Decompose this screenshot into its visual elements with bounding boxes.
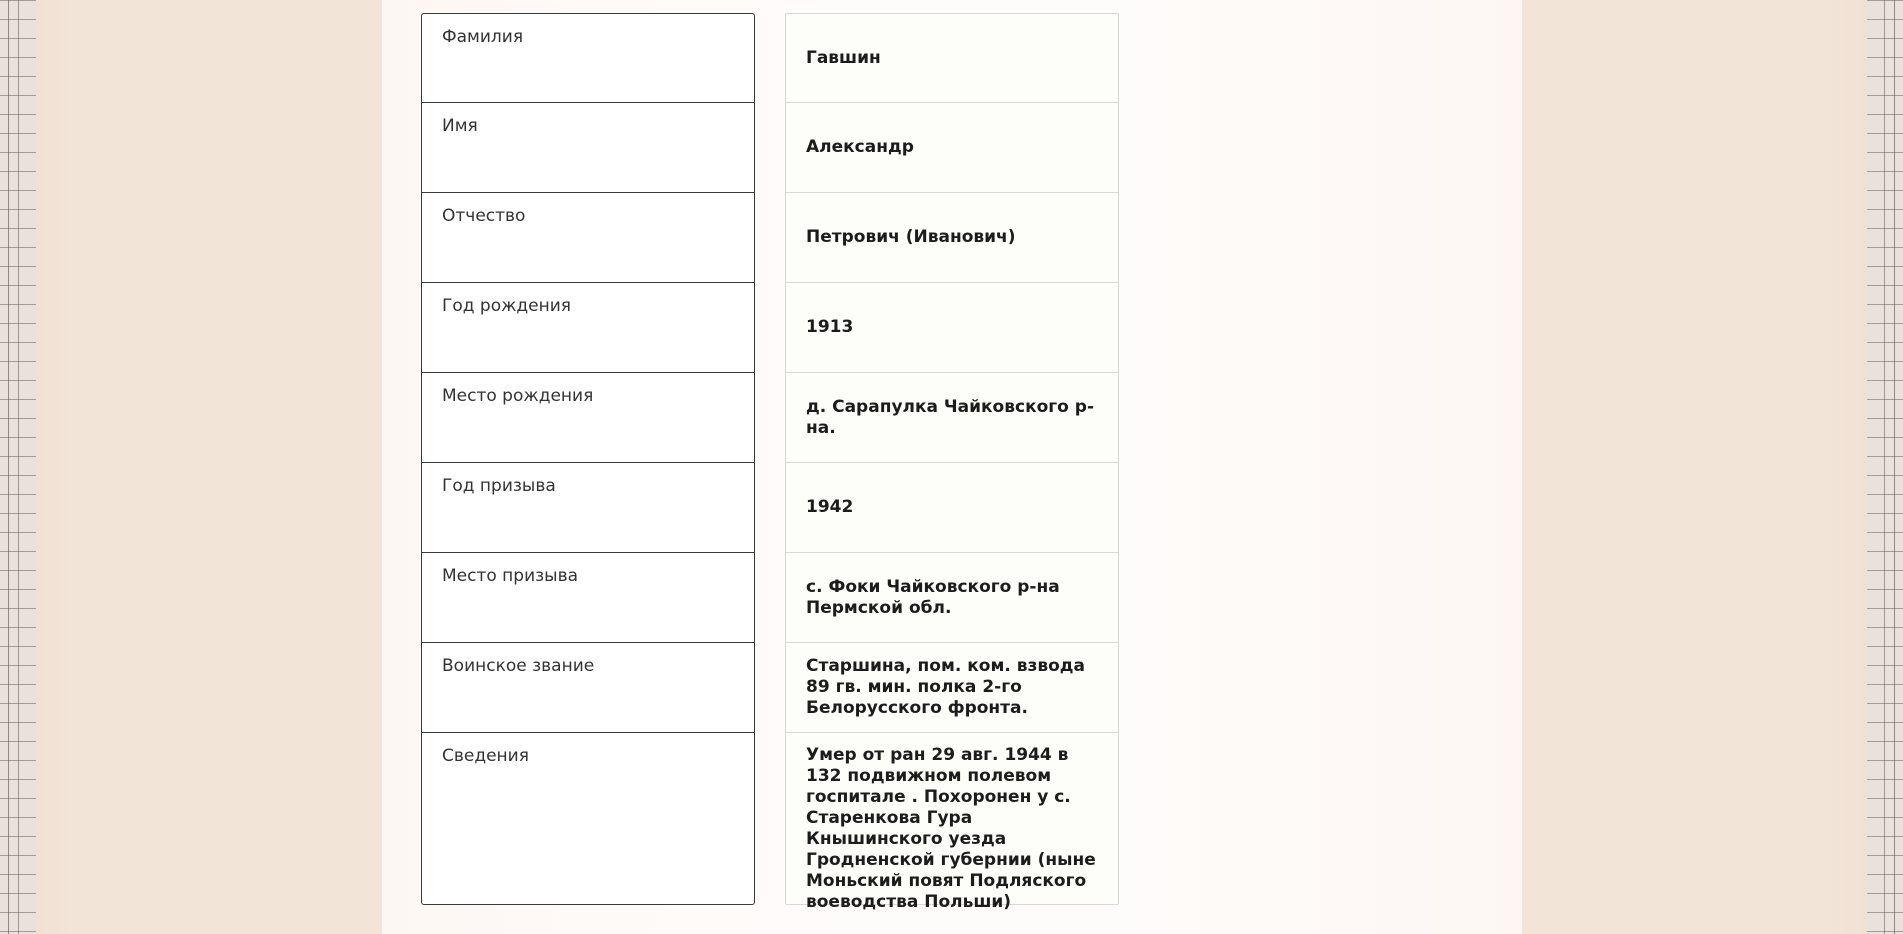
left-page-margin (36, 0, 382, 934)
value-birth-place: д. Сарапулка Чайковского р-на. (785, 373, 1119, 463)
value-first-name: Александр (785, 103, 1119, 193)
label-conscription-year: Год призыва (421, 463, 755, 553)
left-ruler-strip (0, 0, 36, 934)
label-details: Сведения (421, 733, 755, 905)
field-labels-column (421, 13, 755, 905)
label-birth-place: Место рождения (421, 373, 755, 463)
right-page-margin (1522, 0, 1867, 934)
value-birth-year: 1913 (785, 283, 1119, 373)
label-military-rank: Воинское звание (421, 643, 755, 733)
value-surname: Гавшин (785, 13, 1119, 103)
value-military-rank: Старшина, пом. ком. взвода 89 гв. мин. полка 2-го Белорусского фронта. (785, 643, 1119, 733)
label-birth-year: Год рождения (421, 283, 755, 373)
label-patronymic: Отчество (421, 193, 755, 283)
value-details: Умер от ран 29 авг. 1944 в 132 подвижном полевом госпитале . Похоронен у с. Старенкова Гура Кнышинского уезда Гродненской губернии (ныне Моньский повят Подляского воеводства Польши) (785, 733, 1119, 905)
label-conscription-place: Место призыва (421, 553, 755, 643)
value-conscription-year: 1942 (785, 463, 1119, 553)
content-area (382, 0, 1522, 934)
label-surname: Фамилия (421, 13, 755, 103)
label-first-name: Имя (421, 103, 755, 193)
value-patronymic: Петрович (Иванович) (785, 193, 1119, 283)
right-ruler-strip (1867, 0, 1903, 934)
field-values-column (785, 13, 1119, 912)
value-conscription-place: с. Фоки Чайковского р-на Пермской обл. (785, 553, 1119, 643)
